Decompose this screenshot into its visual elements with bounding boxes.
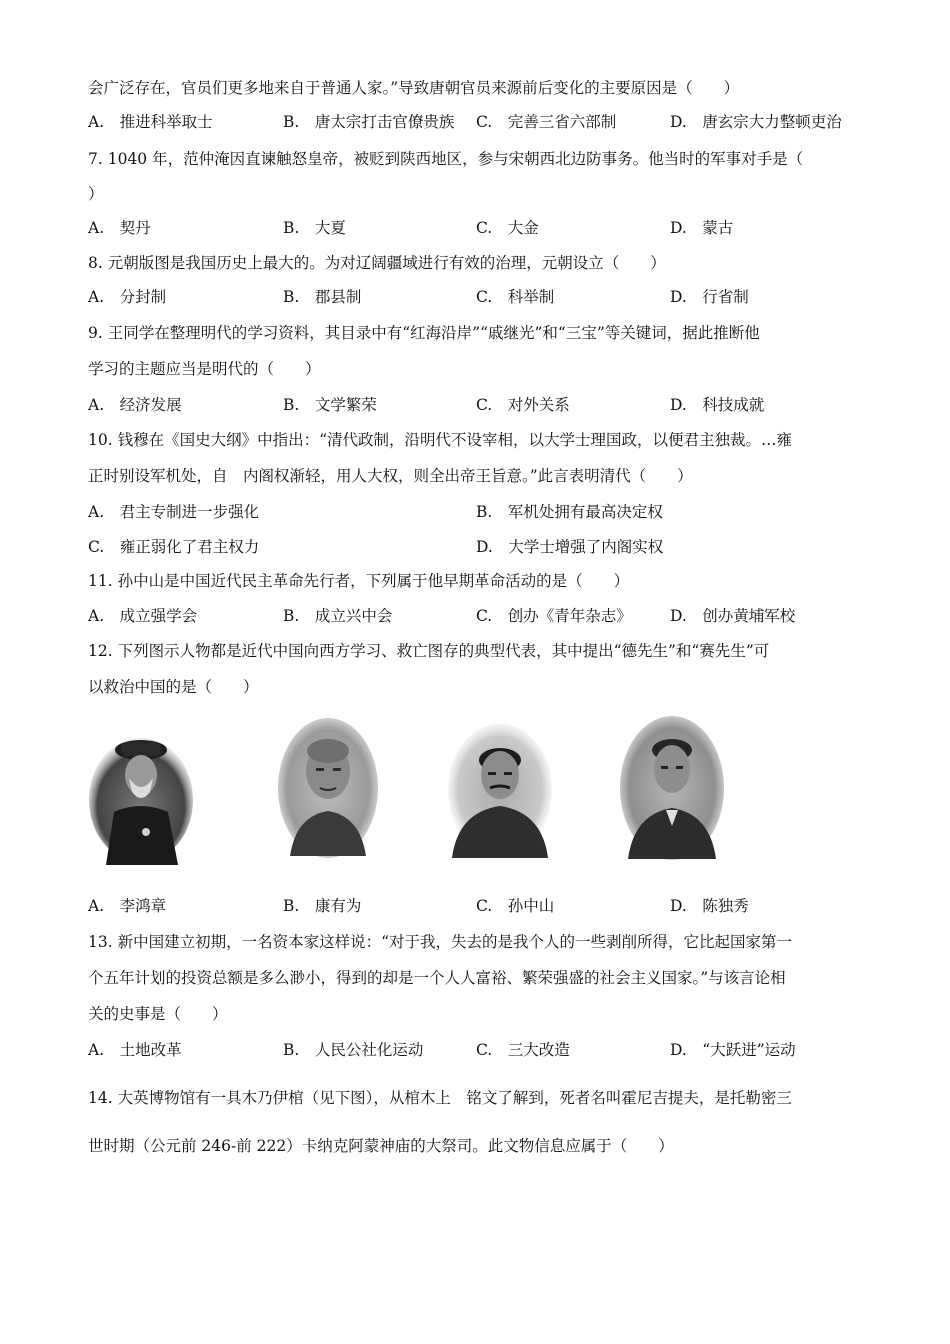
q10-option-d: D. 大学士增强了内阁实权 bbox=[476, 538, 664, 556]
q13-stem-line-3: 关的史事是（ ） bbox=[88, 1005, 228, 1023]
q10-stem-line-1: 10. 钱穆在《国史大纲》中指出：“清代政制，沿明代不设宰相，以大学士理国政，以便君主独裁。…雍 bbox=[88, 431, 793, 449]
q12-option-a: A. 李鸿章 bbox=[88, 897, 167, 915]
q7-stem-line-2: ） bbox=[88, 185, 104, 203]
q11-option-c: C. 创办《青年杂志》 bbox=[476, 607, 632, 625]
q10-option-c: C. 雍正弱化了君主权力 bbox=[88, 538, 260, 556]
q10-stem-line-2: 正时别设军机处，自 内阁权渐轻，用人大权，则全出帝王旨意。”此言表明清代（ ） bbox=[88, 467, 693, 485]
q7-option-b: B. 大夏 bbox=[283, 219, 346, 237]
q11-stem: 11. 孙中山是中国近代民主革命先行者，下列属于他早期革命活动的是（ ） bbox=[88, 572, 630, 590]
q8-option-c: C. 科举制 bbox=[476, 288, 555, 306]
q9-stem-line-1: 9. 王同学在整理明代的学习资料，其目录中有“红海沿岸”“戚继光”和“三宝”等关键词，据此推断他 bbox=[88, 324, 760, 342]
q6-option-c: C. 完善三省六部制 bbox=[476, 113, 617, 131]
q6-option-b: B. 唐太宗打击官僚贵族 bbox=[283, 113, 455, 131]
q11-option-a: A. 成立强学会 bbox=[88, 607, 198, 625]
q12-stem-line-2: 以救治中国的是（ ） bbox=[88, 678, 259, 696]
q9-stem-line-2: 学习的主题应当是明代的（ ） bbox=[88, 360, 321, 378]
q7-option-a: A. 契丹 bbox=[88, 219, 151, 237]
q11-option-b: B. 成立兴中会 bbox=[283, 607, 393, 625]
q6-option-a: A. 推进科举取士 bbox=[88, 113, 213, 131]
portrait-chen-duxiu bbox=[616, 714, 728, 864]
q10-option-a: A. 君主专制进一步强化 bbox=[88, 503, 260, 521]
portrait-sun-yat-sen bbox=[446, 720, 554, 858]
q9-option-d: D. 科技成就 bbox=[670, 396, 765, 414]
q7-option-d: D. 蒙古 bbox=[670, 219, 734, 237]
q12-stem-line-1: 12. 下列图示人物都是近代中国向西方学习、救亡图存的典型代表，其中提出“德先生”和“赛先生”可 bbox=[88, 642, 770, 660]
q7-stem-line-1: 7. 1040 年，范仲淹因直谏触怒皇帝，被贬到陕西地区，参与宋朝西北边防事务。他当时的军事对手是（ bbox=[88, 150, 804, 168]
q8-stem: 8. 元朝版图是我国历史上最大的。为对辽阔疆域进行有效的治理，元朝设立（ ） bbox=[88, 254, 666, 272]
q8-option-d: D. 行省制 bbox=[670, 288, 749, 306]
q13-option-a: A. 土地改革 bbox=[88, 1041, 182, 1059]
portrait-kang-youwei bbox=[276, 716, 381, 861]
q8-option-b: B. 郡县制 bbox=[283, 288, 362, 306]
q6-stem-end: 会广泛存在，官员们更多地来自于普通人家。”导致唐朝官员来源前后变化的主要原因是（ ） bbox=[88, 79, 740, 97]
q8-option-a: A. 分封制 bbox=[88, 288, 167, 306]
q12-option-d: D. 陈独秀 bbox=[670, 897, 749, 915]
q13-option-d: D. “大跃进”运动 bbox=[670, 1041, 796, 1059]
q13-stem-line-2: 个五年计划的投资总额是多么渺小，得到的却是一个人人富裕、繁荣强盛的社会主义国家。”与该言论相 bbox=[88, 969, 786, 987]
q14-stem-line-2: 世时期（公元前 246-前 222）卡纳克阿蒙神庙的大祭司。此文物信息应属于（ ） bbox=[88, 1137, 674, 1155]
q7-option-c: C. 大金 bbox=[476, 219, 539, 237]
q9-option-b: B. 文学繁荣 bbox=[283, 396, 377, 414]
q12-option-b: B. 康有为 bbox=[283, 897, 362, 915]
q6-option-d: D. 唐玄宗大力整顿吏治 bbox=[670, 113, 842, 131]
q14-stem-line-1: 14. 大英博物馆有一具木乃伊棺（见下图），从棺木上 铭文了解到，死者名叫霍尼吉提夫，是托勒密三 bbox=[88, 1089, 792, 1107]
portrait-li-hongzhang bbox=[86, 720, 196, 865]
q13-option-c: C. 三大改造 bbox=[476, 1041, 570, 1059]
q9-option-c: C. 对外关系 bbox=[476, 396, 570, 414]
q12-option-c: C. 孙中山 bbox=[476, 897, 555, 915]
q11-option-d: D. 创办黄埔军校 bbox=[670, 607, 796, 625]
q13-option-b: B. 人民公社化运动 bbox=[283, 1041, 424, 1059]
q13-stem-line-1: 13. 新中国建立初期，一名资本家这样说：“对于我，失去的是我个人的一些剥削所得，它比起国家第一 bbox=[88, 933, 793, 951]
q9-option-a: A. 经济发展 bbox=[88, 396, 182, 414]
q10-option-b: B. 军机处拥有最高决定权 bbox=[476, 503, 663, 521]
